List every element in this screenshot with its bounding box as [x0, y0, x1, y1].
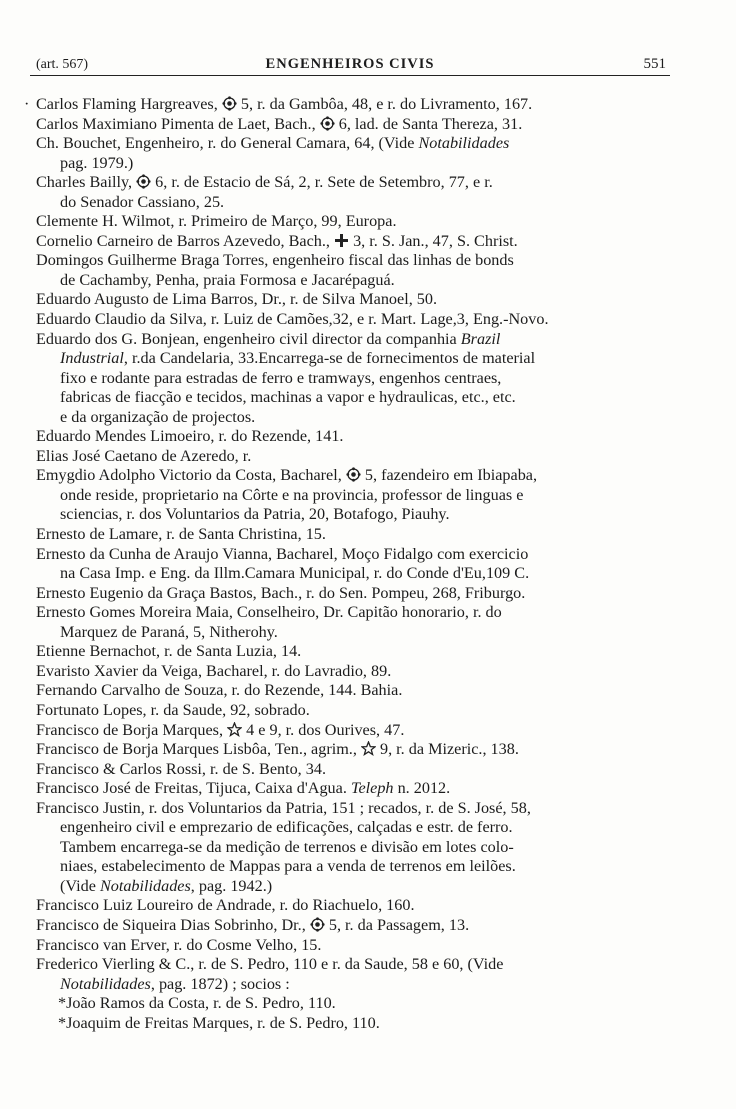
list-item: Francisco de Siqueira Dias Sobrinho, Dr., 5, r. da Passagem, 13. [36, 915, 470, 934]
star-icon [227, 722, 242, 737]
list-item: Cornelio Carneiro de Barros Azevedo, Bach., 3, r. S. Jan., 47, S. Christ. [36, 231, 518, 250]
list-item: *Joaquim de Freitas Marques, r. de S. Pedro, 110. [58, 1013, 380, 1032]
list-item: Francisco Justin, r. dos Voluntarios da Patria, 151 ; recados, r. de S. José, 58, engenheiro civil e emprezario de edificações, calçadas e estr. de ferro. Tambem encarrega-se da medição de terrenos e divisão em lotes colo- niaes, estabelecimento de Mappas para a venda de terrenos em leilões. (Vide Notabilidades, pag. 1942.) [36, 798, 531, 895]
list-item: Eduardo dos G. Bonjean, engenheiro civil director da companhia Brazil Industrial, r.da Candelaria, 33.Encarrega-se de fornecimentos de material fixo e rodante para estradas de ferro e tramways, engenhos centraes, fabricas de fiacção e tecidos, machinas a vapor e hydraulicas, etc., etc. e da organização de projectos. [36, 329, 536, 426]
list-item: Emygdio Adolpho Victorio da Costa, Bacharel, 5, fazendeiro em Ibiapaba, onde reside, proprietario na Côrte e na provincia, professor de linguas e sciencias, r. dos Voluntarios da Patria, 20, Botafogo, Piauhy. [36, 466, 538, 524]
page-number: 551 [643, 56, 666, 72]
list-item: Ernesto da Cunha de Araujo Vianna, Bacharel, Moço Fidalgo com exercicio na Casa Imp. e Eng. da Illm.Camara Municipal, r. do Conde d'Eu,109 C. [36, 544, 530, 583]
list-item: Clemente H. Wilmot, r. Primeiro de Março, 99, Europa. [36, 212, 397, 231]
list-item: · Carlos Flaming Hargreaves, 5, r. da Gambôa, 48, e r. do Livramento, 167. [24, 95, 533, 113]
list-item: Francisco José de Freitas, Tijuca, Caixa d'Agua. Teleph n. 2012. [36, 779, 451, 798]
list-item: Francisco & Carlos Rossi, r. de S. Bento, 34. [36, 759, 327, 778]
list-item: Francisco Luiz Loureiro de Andrade, r. do Riachuelo, 160. [36, 896, 415, 915]
list-item: Ernesto Eugenio da Graça Bastos, Bach., r. do Sen. Pompeu, 268, Friburgo. [36, 583, 526, 602]
directory-entries [20, 95, 672, 1033]
list-item: Eduardo Claudio da Silva, r. Luiz de Camões,32, e r. Mart. Lage,3, Eng.-Novo. [36, 310, 549, 329]
article-ref: (art. 567) [36, 57, 89, 72]
list-item: Frederico Vierling & C., r. de S. Pedro, 110 e r. da Saude, 58 e 60, (Vide Notabilidades, pag. 1872) ; socios : [36, 955, 504, 993]
rose-ornament-icon [136, 174, 151, 189]
list-item: Fortunato Lopes, r. da Saude, 92, sobrado. [36, 700, 310, 719]
page-title: ENGENHEIROS CIVIS [265, 56, 435, 72]
rose-ornament-icon [310, 917, 325, 932]
list-item: Fernando Carvalho de Souza, r. do Rezende, 144. Bahia. [36, 681, 403, 700]
list-item: Eduardo Augusto de Lima Barros, Dr., r. de Silva Manoel, 50. [36, 290, 438, 309]
rose-ornament-icon [346, 467, 361, 482]
list-item: Ernesto de Lamare, r. de Santa Christina, 15. [36, 525, 326, 544]
list-item: *João Ramos da Costa, r. de S. Pedro, 110. [58, 994, 336, 1013]
list-item: Francisco van Erver, r. do Cosme Velho, 15. [36, 935, 322, 954]
list-item: Charles Bailly, 6, r. de Estacio de Sá, 2, r. Sete de Setembro, 77, e r. do Senador Cassiano, 25. [36, 173, 493, 211]
list-item: Francisco de Borja Marques Lisbôa, Ten., agrim., 9, r. da Mizeric., 138. [36, 740, 519, 759]
list-item: Francisco de Borja Marques, 4 e 9, r. dos Ourives, 47. [36, 720, 405, 739]
list-item: Domingos Guilherme Braga Torres, engenheiro fiscal das linhas de bonds de Cachamby, Penha, praia Formosa e Jacarépaguá. [36, 251, 514, 289]
list-item: Evaristo Xavier da Veiga, Bacharel, r. do Lavradio, 89. [36, 661, 392, 680]
list-item: Etienne Bernachot, r. de Santa Luzia, 14. [36, 642, 302, 661]
list-item: Eduardo Mendes Limoeiro, r. do Rezende, 141. [36, 427, 344, 446]
bullet-dot: · [24, 95, 30, 113]
rose-ornament-icon [222, 96, 237, 111]
page-header [30, 53, 670, 76]
cross-icon [334, 233, 349, 248]
rose-ornament-icon [320, 116, 335, 131]
star-icon [361, 741, 376, 756]
list-item: Ch. Bouchet, Engenheiro, r. do General Camara, 64, (Vide Notabilidades pag. 1979.) [36, 134, 510, 172]
list-item: Carlos Maximiano Pimenta de Laet, Bach., 6, lad. de Santa Thereza, 31. [36, 114, 523, 133]
list-item: Ernesto Gomes Moreira Maia, Conselheiro, Dr. Capitão honorario, r. do Marquez de Paraná, 5, Nitherohy. [36, 603, 502, 641]
list-item: Elias José Caetano de Azeredo, r. [36, 446, 252, 465]
